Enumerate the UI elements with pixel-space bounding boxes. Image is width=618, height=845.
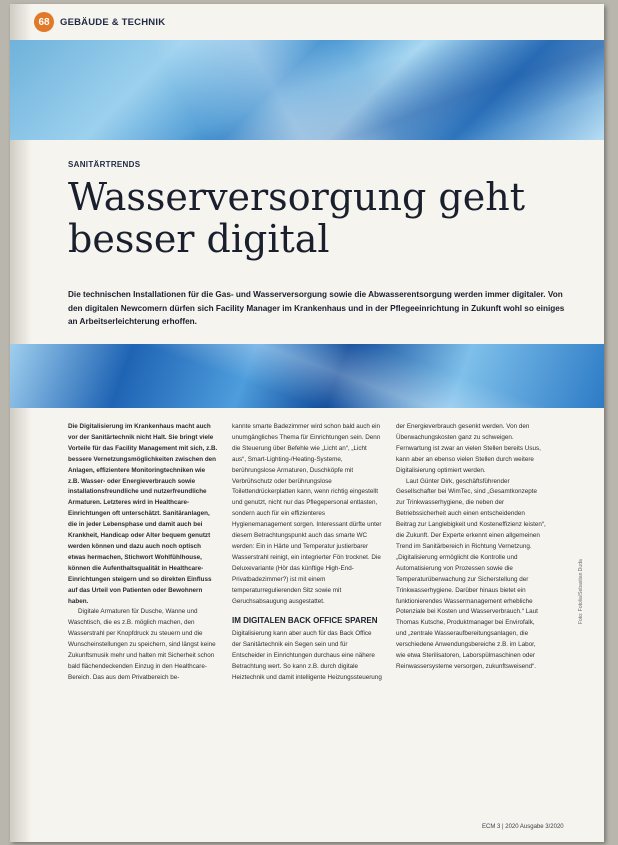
body-paragraph: kannte smarte Badezimmer wird schon bald auch ein unumgängliches Thema für Einrichtungen sein. Denn die Steuerung über Befehle wie „Licht an“, „Licht aus“, Smart-Lighting-/Heating-Systeme, berührungslose Armaturen, Duschköpfe mit Verbrühschutz oder berührungslose Toilettendrückerplatten kann, wenn richtig eingestellt und genutzt, nicht nur das Pflegepersonal entlasten, sondern auch für ein effizienteres Hygienemanagement sorgen. Interessant dürfte unter diesem Betrachtungspunkt auch das smarte WC werden: Ein in Härte und Temperatur justierbarer Wasserstrahl reinigt, ein integrierter Fön trocknet. Die Deluxevariante (Hör das künftige High-End-Privatbadezimmer?) ist mit einem temperaturregulierenden Sitz sowie mit Geruchsabsaugung ausgestattet. bbox=[232, 423, 382, 605]
body-paragraph: Digitalisierung kann aber auch für das Back Office der Sanitärtechnik ein Segen sein und für Entscheider in Einrichtungen durchaus eine nähere Betrachtung wert. So kann z.B. durch digitale Heiztechnik und damit intelligente Heizungssteuerung bbox=[232, 630, 382, 682]
article-headline: Wasserversorgung geht besser digital bbox=[68, 175, 525, 261]
article-lead: Die technischen Installationen für die Gas- und Wasserversorgung sowie die Abwasserentsorgung werden immer digitaler. Von den digitalen Newcomern dürfen sich Facility Manager im Krankenhaus und in der Pflegeeinrichtung in Zukunft wohl so einiges an Arbeitserleichterung erhoffen. bbox=[68, 290, 565, 326]
article-kicker: SANITÄRTRENDS bbox=[68, 160, 141, 169]
page-footer: ECM 3 | 2020 Ausgabe 3/2020 bbox=[482, 824, 564, 830]
page-header bbox=[34, 12, 165, 32]
article-column-2 bbox=[232, 422, 382, 684]
body-paragraph: Digitale Armaturen für Dusche, Wanne und Waschtisch, die es z.B. möglich machen, den Wasserstrahl per Knopfdruck zu steuern und die Wunscheinstellungen zu speichern, sind längst keine Zukunftsmusik mehr und halten mit Sicherheit schon bald flächendeckenden Einzug in den Healthcare-Bereich. Das aus dem Privatbereich be- bbox=[68, 608, 216, 681]
header-banner-image bbox=[10, 40, 604, 140]
body-paragraph: der Energieverbrauch gesenkt werden. Von den Überwachungskosten ganz zu schweigen. Fernwartung ist zwar an vielen Stellen bereits Usus, kann aber an ebenso vielen Stellen durch weitere Digitalisierung optimiert werden. bbox=[396, 423, 541, 474]
article-column-3 bbox=[396, 422, 546, 673]
article-subheading: IM DIGITALEN BACK OFFICE SPAREN bbox=[232, 616, 378, 626]
body-paragraph: Laut Günter Dirk, geschäftsführender Gesellschafter bei WimTec, sind „Gesamtkonzepte zur Trinkwasserhygiene, die neben der Betriebssicherheit auch einen entscheidenden Beitrag zur Langlebigkeit und Kosteneffizienz leisten“, die Zukunft. Der Experte erkennt einen allgemeinen Trend im Sanitärbereich in Richtung Vernetzung. „Digitalisierung ermöglicht die Kontrolle und Automatisierung von Prozessen sowie die Temperaturüberwachung zur Sicherstellung der Trinkwasserhygiene. Darüber hinaus bietet ein funktionierendes Wassermanagement erhebliche Potenziale bei Kosten und Wasserverbrauch.“ Laut Thomas Kutsche, Produktmanager bei Envirofalk, und „zentrale Wasseraufbereitungsanlagen, die verschiedene Anwendungsbereiche z.B. im Labor, wie etwa Sterilisatoren, Laborspülmaschinen oder Reinwassersysteme versorgen, zukunftsweisend“. bbox=[396, 477, 546, 670]
article-column-1 bbox=[68, 422, 218, 684]
divider-banner-image bbox=[10, 344, 604, 408]
section-title: GEBÄUDE & TECHNIK bbox=[60, 16, 166, 28]
photo-credit: Foto: Fotolia/Sebastian Duda bbox=[578, 559, 584, 624]
page-number-badge: 68 bbox=[34, 12, 54, 32]
intro-paragraph: Die Digitalisierung im Krankenhaus macht auch vor der Sanitärtechnik nicht Halt. Sie bringt viele Vorteile für das Facility Management mit sich, z.B. bessere Vernetzungsmöglichkeiten zwischen den Anlagen, effizientere Monitoringtechniken wie z.B. Wasser- oder Energieverbrauch sowie installationsfreundliche und nutzerfreundliche Armaturen. Letzteres wird in Healthcare-Einrichtungen oft unterschätzt. Sanitäranlagen, die in jeder Lebensphase und damit auch bei Krankheit, Handicap oder Alter bequem genutzt werden können und dazu auch noch optisch etwas hermachen, Stichwort Wohlfühlhouse, können die Aufenthaltsqualität in Healthcare-Einrichtungen steigern und so direkten Einfluss auf das Urteil von Patienten oder Bewohnern haben. bbox=[68, 423, 218, 605]
magazine-page bbox=[10, 4, 604, 842]
